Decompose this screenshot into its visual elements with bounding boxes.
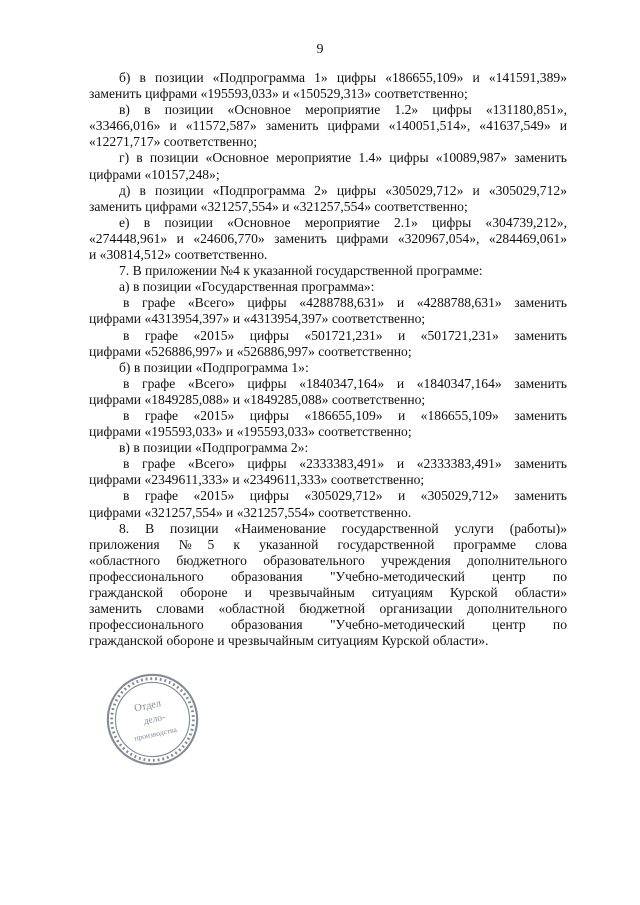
text-line: гражданской обороне и чрезвычайным ситуациям Курской области». — [89, 633, 489, 649]
official-stamp — [105, 672, 200, 767]
text-line: «274448,961» и «24606,770» заменить цифрами «320967,054», «284469,061» — [89, 230, 567, 246]
text-line: в графе «2015» цифры «186655,109» и «186655,109» заменить — [123, 407, 567, 423]
text-line: цифрами «1849285,088» и «1849285,088» соответственно; — [89, 391, 426, 407]
text-line: заменить цифрами «321257,554» и «321257,554» соответственно; — [89, 198, 468, 214]
stamp-text-line-2: производства — [133, 724, 178, 743]
stamp-text-line-1: Отдел — [133, 698, 163, 715]
text-line: цифрами «321257,554» и «321257,554» соответственно. — [89, 504, 412, 520]
text-line: «12271,717» соответственно; — [89, 134, 258, 150]
text-line: в) в позиции «Основное мероприятие 1.2» цифры «131180,851», — [119, 102, 567, 118]
text-line: цифрами «2349611,333» и «2349611,333» соответственно; — [89, 472, 425, 488]
text-line: «33466,016» и «11572,587» заменить цифрами «140051,514», «41637,549» и — [89, 118, 567, 134]
stamp-text-line-2a: дело- — [142, 712, 167, 728]
text-line: 8. В позиции «Наименование государственной услуги (работы)» — [119, 520, 567, 536]
text-line: приложения №5 к указанной государственной программе слова — [89, 536, 567, 552]
text-line: «областного бюджетного образовательного учреждения дополнительного — [89, 552, 567, 568]
text-line: профессионального образования "Учебно-методический центр по — [89, 617, 567, 633]
text-line: цифрами «10157,248»; — [89, 166, 220, 182]
text-line: в графе «2015» цифры «501721,231» и «501721,231» заменить — [123, 327, 567, 343]
text-line: а) в позиции «Государственная программа»: — [119, 279, 375, 295]
text-line: заменить словами «областной бюджетной организации дополнительного — [89, 601, 567, 617]
text-line: гражданской обороне и чрезвычайным ситуациям Курской области» — [89, 585, 567, 600]
text-line: цифрами «4313954,397» и «4313954,397» соответственно; — [89, 311, 426, 327]
text-line: заменить цифрами «195593,033» и «150529,313» соответственно; — [89, 86, 468, 102]
document-body — [89, 70, 567, 649]
text-line: б) в позиции «Подпрограмма 1»: — [119, 359, 309, 375]
text-line: в) в позиции «Подпрограмма 2»: — [119, 440, 309, 456]
text-line: 7. В приложении №4 к указанной государственной программе: — [119, 263, 483, 279]
text-line: г) в позиции «Основное мероприятие 1.4» цифры «10089,987» заменить — [119, 150, 567, 166]
text-line: цифрами «195593,033» и «195593,033» соответственно; — [89, 424, 412, 440]
text-line: в графе «Всего» цифры «2333383,491» и «2333383,491» заменить — [123, 456, 567, 472]
text-line: е) в позиции «Основное мероприятие 2.1» цифры «304739,212», — [119, 214, 567, 230]
text-line: в графе «Всего» цифры «1840347,164» и «1840347,164» заменить — [123, 375, 567, 391]
text-line: цифрами «526886,997» и «526886,997» соответственно; — [89, 343, 412, 359]
text-line: д) в позиции «Подпрограмма 2» цифры «305029,712» и «305029,712» — [119, 182, 567, 198]
text-line: в графе «Всего» цифры «4288788,631» и «4288788,631» заменить — [123, 295, 567, 311]
text-line: б) в позиции «Подпрограмма 1» цифры «186655,109» и «141591,389» — [119, 70, 567, 85]
text-line: и «30814,512» соответственно. — [89, 247, 268, 263]
text-line: профессионального образования "Учебно-методический центр по — [89, 568, 567, 584]
text-line: в графе «2015» цифры «305029,712» и «305029,712» заменить — [123, 488, 567, 504]
page-number: 9 — [316, 42, 324, 57]
